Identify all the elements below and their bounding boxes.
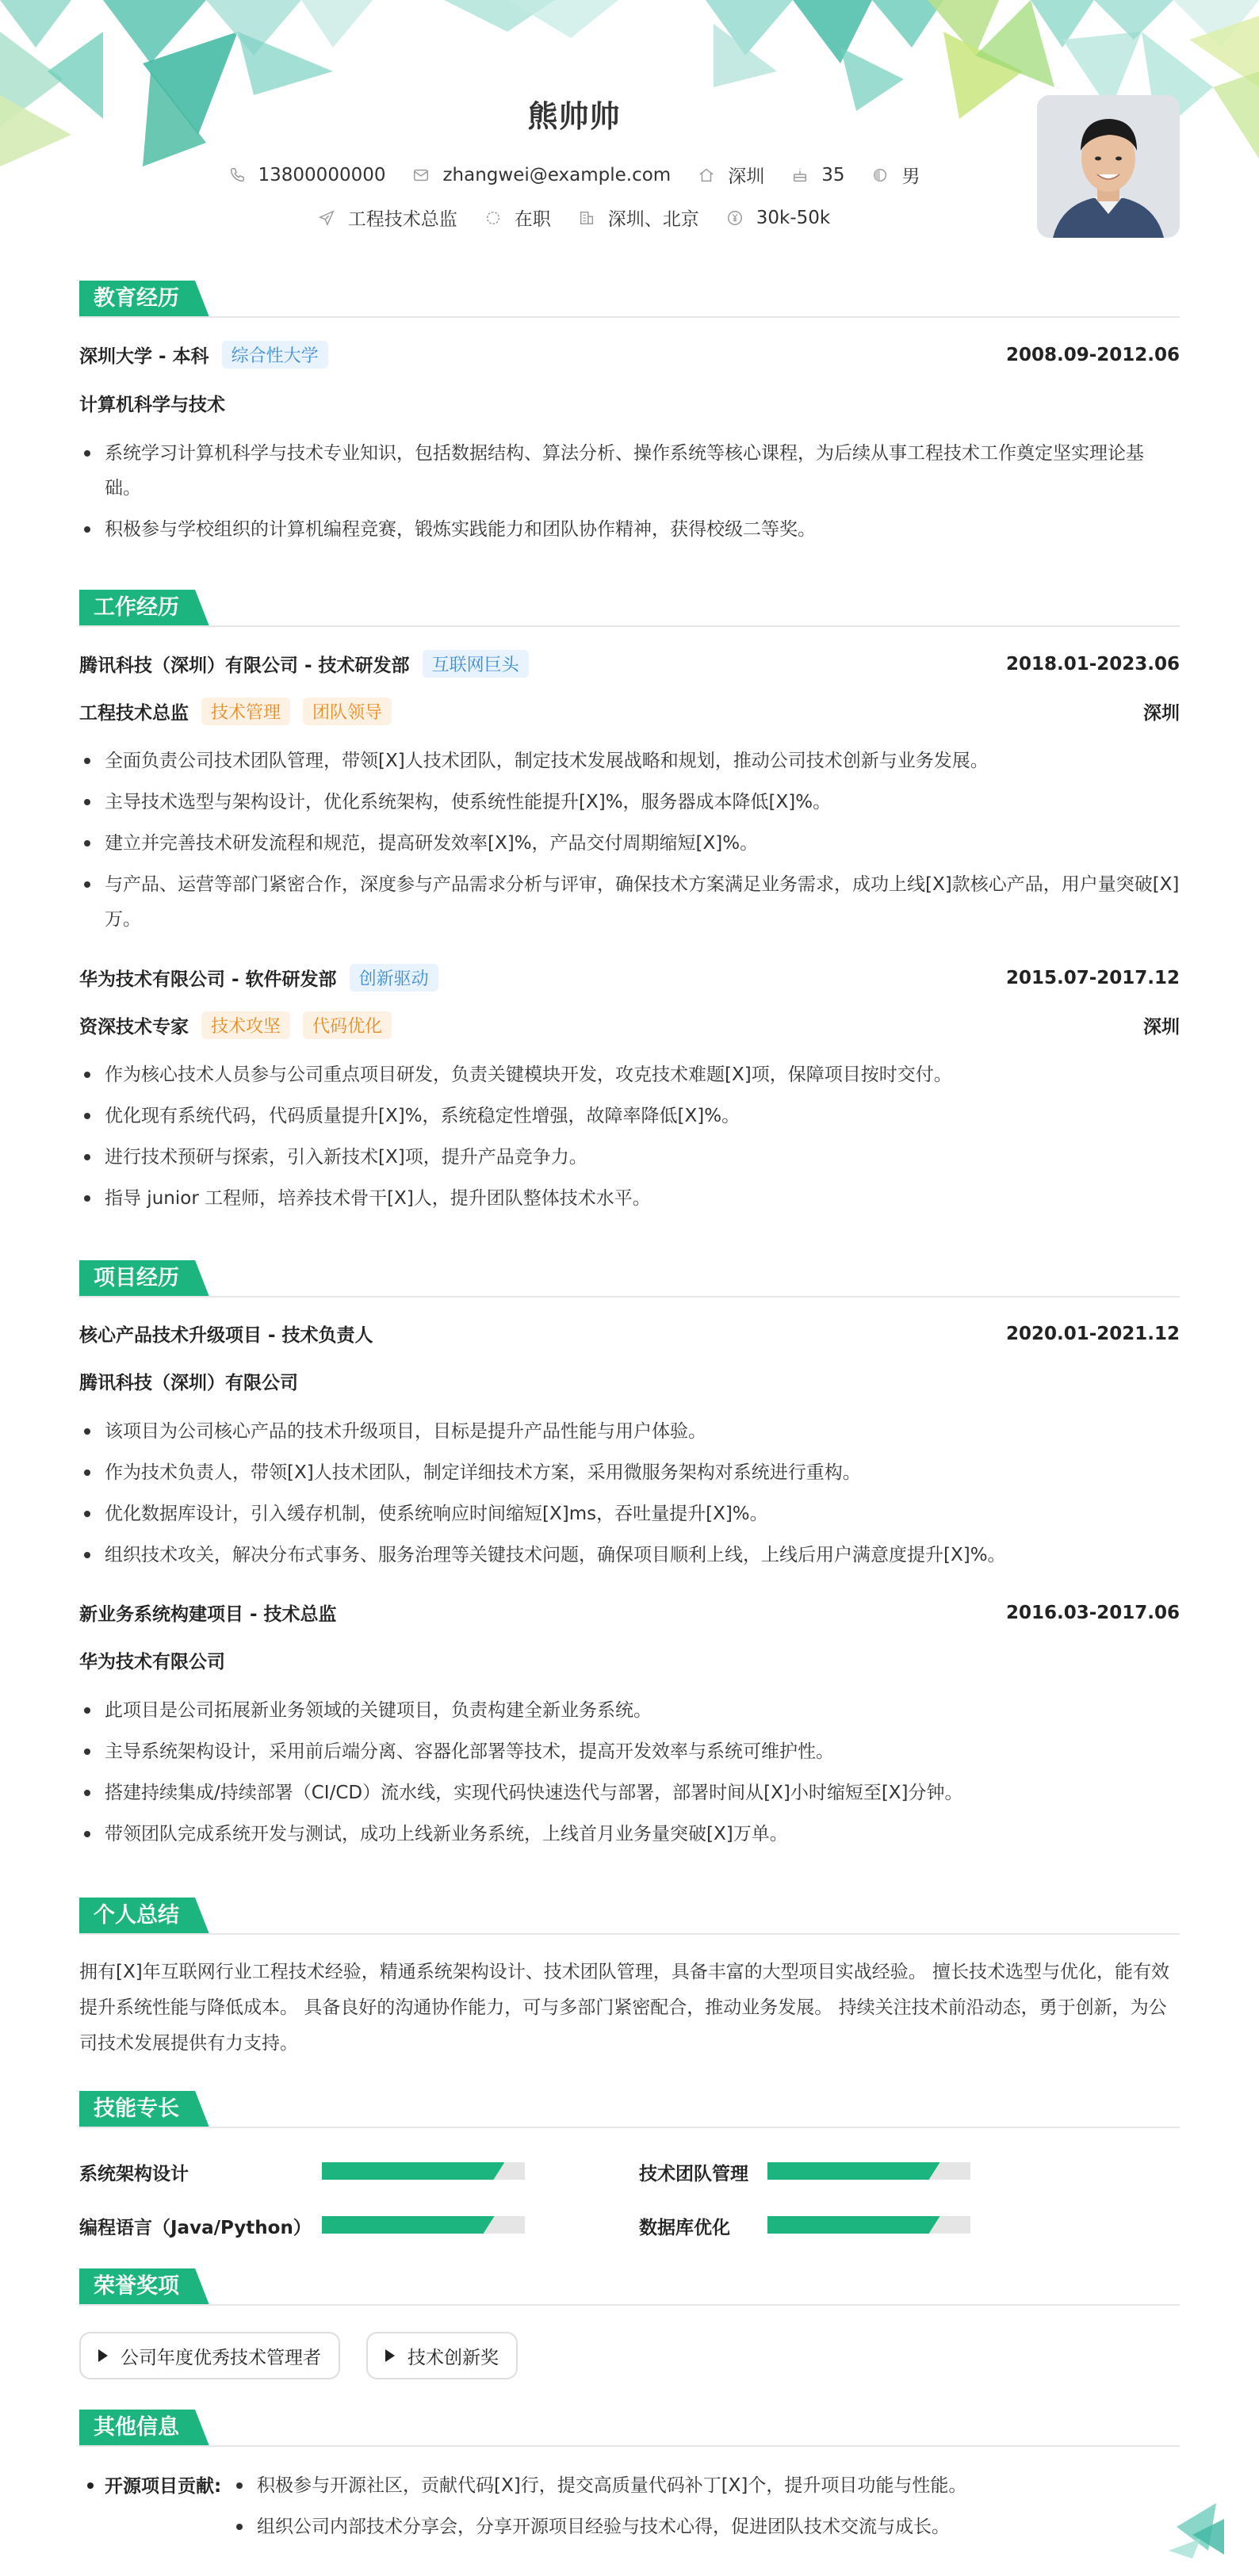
award-label: 技术创新奖 xyxy=(408,2347,499,2368)
list-item: 此项目是公司拓展新业务领域的关键项目，负责构建全新业务系统。 xyxy=(79,1693,1180,1728)
company-tag: 互联网巨头 xyxy=(423,650,529,678)
section-title: 项目经历 xyxy=(79,1260,195,1297)
list-item: 主导技术选型与架构设计，优化系统架构，使系统性能提升[X]%，服务器成本降低[X]%。 xyxy=(79,785,1180,820)
yen-coin-icon xyxy=(726,209,744,227)
section-title-tail xyxy=(195,2268,209,2305)
project-period: 2016.03-2017.06 xyxy=(1005,1602,1180,1623)
list-item: 组织公司内部技术分享会，分享开源项目经验与技术心得，促进团队技术交流与成长。 xyxy=(232,2509,1180,2544)
list-item: 积极参与开源社区，贡献代码[X]行，提交高质量代码补丁[X]个，提升项目功能与性能。 xyxy=(232,2468,1180,2503)
email-icon xyxy=(412,166,430,184)
work-location: 深圳 xyxy=(1143,1017,1180,1038)
phone-item xyxy=(228,165,386,185)
salary-text: 30k-50k xyxy=(756,207,831,228)
list-item: 带领团队完成系统开发与测试，成功上线新业务系统，上线首月业务量突破[X]万单。 xyxy=(79,1817,1180,1852)
section-title-tail xyxy=(195,1260,209,1297)
work-location: 深圳 xyxy=(1143,703,1180,724)
section-divider xyxy=(79,625,1180,627)
list-item: 建立并完善技术研发流程和规范，提高研发效率[X]%，产品交付周期缩短[X]%。 xyxy=(79,826,1180,861)
section-title-tail xyxy=(195,590,209,626)
target-city-text: 深圳、北京 xyxy=(607,209,699,230)
role-name: 资深技术专家 xyxy=(79,1017,189,1038)
status-item xyxy=(484,204,551,231)
work-role-row xyxy=(79,1011,1180,1039)
list-item: 组织技术攻关，解决分布式事务、服务治理等关键技术问题，确保项目顺利上线，上线后用户满意度提升[X]%。 xyxy=(79,1538,1180,1573)
job-title-item xyxy=(318,204,457,231)
summary-text: 拥有[X]年互联网行业工程技术经验，精通系统架构设计、技术团队管理，具备丰富的大型项目实战经验。 擅长技术选型与优化，能有效提升系统性能与降低成本。 具备良好的沟通协作能力，可与多部门紧密配合，推动业务发展。 持续关注技术前沿动态，勇于创新，为公司技术发展提供有力支持。 xyxy=(79,1962,1170,2054)
project-period: 2020.01-2021.12 xyxy=(1005,1323,1180,1344)
section-header xyxy=(79,1260,1180,1297)
home-icon xyxy=(698,166,715,184)
project-title-row xyxy=(79,1599,1180,1626)
education-period: 2008.09-2012.06 xyxy=(1005,344,1180,365)
section-title: 工作经历 xyxy=(79,590,195,626)
avatar-portrait xyxy=(1037,95,1180,238)
building-icon xyxy=(578,209,595,227)
skill-label: 技术团队管理 xyxy=(639,2164,748,2184)
project-title: 新业务系统构建项目 - 技术总监 xyxy=(79,1604,337,1625)
resume-header xyxy=(0,0,1259,262)
list-item: 与产品、运营等部门紧密合作，深度参与产品需求分析与评审，确保技术方案满足业务需求，成功上线[X]款核心产品，用户量突破[X]万。 xyxy=(79,867,1180,937)
education-row xyxy=(79,341,1180,369)
phone-icon xyxy=(228,166,246,184)
list-item: 作为核心技术人员参与公司重点项目研发，负责关键模块开发，攻克技术难题[X]项，保障项目按时交付。 xyxy=(79,1057,1180,1092)
section-title: 个人总结 xyxy=(79,1898,195,1934)
skill-bar xyxy=(767,2162,970,2180)
skill-bar-fill xyxy=(767,2216,940,2234)
skill-label: 系统架构设计 xyxy=(79,2164,189,2184)
section-divider xyxy=(79,1296,1180,1298)
email-text: zhangwei@example.com xyxy=(442,164,672,185)
section-divider xyxy=(79,2127,1180,2128)
section-header xyxy=(79,590,1180,626)
skill-label: 编程语言（Java/Python） xyxy=(79,2218,312,2238)
phone-text: 13800000000 xyxy=(258,164,386,185)
gender-icon xyxy=(871,166,889,184)
work-bullets xyxy=(79,743,1180,943)
section-divider xyxy=(79,1933,1180,1935)
award-chip xyxy=(366,2332,518,2379)
age-item xyxy=(791,165,844,185)
work-period: 2015.07-2017.12 xyxy=(1005,967,1180,988)
gender-text: 男 xyxy=(901,166,920,187)
work-bullets xyxy=(79,1057,1180,1222)
target-city-item xyxy=(578,204,699,231)
work-period: 2018.01-2023.06 xyxy=(1005,653,1180,675)
list-item: 优化现有系统代码，代码质量提升[X]%，系统稳定性增强，故障率降低[X]%。 xyxy=(79,1099,1180,1133)
salary-item xyxy=(726,208,830,228)
section-title: 荣誉奖项 xyxy=(79,2268,195,2305)
school-tag: 综合性大学 xyxy=(222,341,328,369)
work-company-row xyxy=(79,964,1180,992)
list-item: 主导系统架构设计，采用前后端分离、容器化部署等技术，提高开发效率与系统可维护性。 xyxy=(79,1734,1180,1769)
job-info-line xyxy=(0,204,1148,231)
play-triangle-icon xyxy=(98,2349,108,2362)
play-triangle-icon xyxy=(385,2349,395,2362)
list-item: 作为技术负责人，带领[X]人技术团队，制定详细技术方案，采用微服务架构对系统进行重构。 xyxy=(79,1455,1180,1490)
status-icon xyxy=(484,209,502,227)
other-section xyxy=(79,2410,1180,2537)
skill-bar-fill xyxy=(767,2162,940,2180)
city-text: 深圳 xyxy=(728,166,765,187)
list-item: 搭建持续集成/持续部署（CI/CD）流水线，实现代码快速迭代与部署，部署时间从[X]小时缩短至[X]分钟。 xyxy=(79,1775,1180,1810)
work-company-row xyxy=(79,650,1180,678)
cake-icon xyxy=(791,166,809,184)
section-header xyxy=(79,2410,1180,2446)
status-text: 在职 xyxy=(514,209,551,230)
company-name: 华为技术有限公司 - 软件研发部 xyxy=(79,969,337,990)
other-bullets xyxy=(232,2468,1180,2551)
section-title-tail xyxy=(195,2410,209,2446)
project-title-row xyxy=(79,1320,1180,1347)
section-title: 其他信息 xyxy=(79,2410,195,2446)
project-bullets xyxy=(79,1414,1180,1579)
project-company-row xyxy=(79,1647,1180,1673)
project-company: 华为技术有限公司 xyxy=(79,1652,225,1672)
section-header xyxy=(79,1898,1180,1934)
company-name: 腾讯科技（深圳）有限公司 - 技术研发部 xyxy=(79,655,410,676)
bullet-dot xyxy=(87,2482,94,2489)
section-title: 教育经历 xyxy=(79,281,195,317)
skill-bar xyxy=(767,2216,970,2234)
email-item xyxy=(412,165,671,185)
role-tag: 代码优化 xyxy=(303,1011,392,1039)
education-section xyxy=(79,281,1180,540)
age-text: 35 xyxy=(821,164,845,185)
major-name: 计算机科学与技术 xyxy=(79,395,225,415)
role-name: 工程技术总监 xyxy=(79,703,189,724)
gender-item xyxy=(871,162,920,188)
skill-bar xyxy=(322,2216,525,2234)
candidate-name: 熊帅帅 xyxy=(527,99,621,134)
award-chip xyxy=(79,2332,340,2379)
award-label: 公司年度优秀技术管理者 xyxy=(121,2347,321,2368)
section-header xyxy=(79,281,1180,317)
work-section xyxy=(79,590,1180,1209)
major-row xyxy=(79,390,1180,416)
school-name: 深圳大学 - 本科 xyxy=(79,346,209,367)
section-title-tail xyxy=(195,2091,209,2127)
avatar xyxy=(1037,95,1180,238)
section-title-tail xyxy=(195,1898,209,1934)
education-bullets xyxy=(79,436,1180,553)
project-bullets xyxy=(79,1693,1180,1858)
company-tag: 创新驱动 xyxy=(350,964,438,992)
skills-section xyxy=(79,2091,1180,2238)
section-header xyxy=(79,2268,1180,2305)
summary-section xyxy=(79,1898,1180,2054)
section-divider xyxy=(79,2304,1180,2306)
list-item: 全面负责公司技术团队管理，带领[X]人技术团队，制定技术发展战略和规划，推动公司技术创新与业务发展。 xyxy=(79,743,1180,778)
project-company-row xyxy=(79,1368,1180,1394)
list-item: 系统学习计算机科学与技术专业知识，包括数据结构、算法分析、操作系统等核心课程，为后续从事工程技术工作奠定坚实理论基础。 xyxy=(79,436,1180,506)
section-title-tail xyxy=(195,281,209,317)
list-item: 指导 junior 工程师，培养技术骨干[X]人，提升团队整体技术水平。 xyxy=(79,1181,1180,1216)
projects-section xyxy=(79,1260,1180,1844)
list-item: 进行技术预研与探索，引入新技术[X]项，提升产品竞争力。 xyxy=(79,1140,1180,1175)
skill-bar xyxy=(322,2162,525,2180)
corner-triangle-decoration xyxy=(1169,2495,1232,2559)
paper-plane-icon xyxy=(318,209,335,227)
role-tag: 技术攻坚 xyxy=(201,1011,290,1039)
list-item: 优化数据库设计，引入缓存机制，使系统响应时间缩短[X]ms，吞吐量提升[X]%。 xyxy=(79,1496,1180,1531)
contact-info-line xyxy=(0,162,1148,188)
role-tag: 团队领导 xyxy=(303,698,392,725)
work-role-row xyxy=(79,698,1180,725)
skill-bar-fill xyxy=(322,2162,504,2180)
job-title-text: 工程技术总监 xyxy=(347,209,457,230)
role-tag: 技术管理 xyxy=(201,698,290,725)
section-divider xyxy=(79,2445,1180,2447)
section-title: 技能专长 xyxy=(79,2091,195,2127)
skill-bar-fill xyxy=(322,2216,495,2234)
awards-section xyxy=(79,2268,1180,2368)
city-item xyxy=(698,162,764,188)
project-company: 腾讯科技（深圳）有限公司 xyxy=(79,1373,298,1393)
project-title: 核心产品技术升级项目 - 技术负责人 xyxy=(79,1325,373,1346)
skill-label: 数据库优化 xyxy=(639,2218,730,2238)
list-item: 该项目为公司核心产品的技术升级项目，目标是提升产品性能与用户体验。 xyxy=(79,1414,1180,1449)
list-item: 积极参与学校组织的计算机编程竞赛，锻炼实践能力和团队协作精神，获得校级二等奖。 xyxy=(79,512,1180,547)
section-header xyxy=(79,2091,1180,2127)
section-divider xyxy=(79,316,1180,318)
other-label: 开源项目贡献: xyxy=(105,2476,222,2497)
